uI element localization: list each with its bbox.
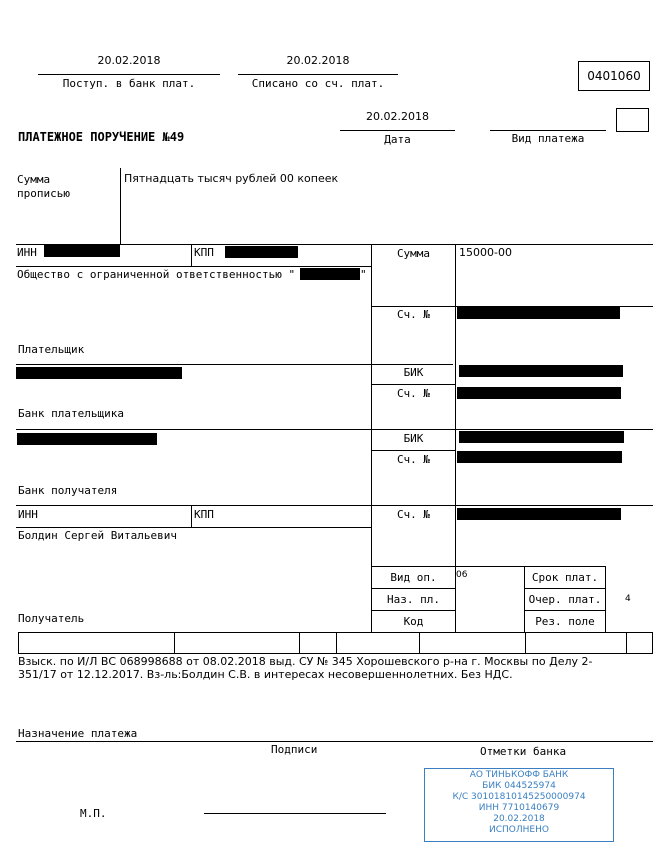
- divider: [652, 632, 653, 653]
- ocher-value: 4: [625, 594, 631, 604]
- label-received: Поступ. в банк плат.: [62, 77, 196, 90]
- payer-label: Плательщик: [18, 343, 85, 356]
- divider: [174, 632, 175, 653]
- redacted-kpp: [225, 246, 298, 258]
- payer-inn-label: ИНН: [17, 246, 37, 259]
- divider: [340, 130, 455, 131]
- page-title: ПЛАТЕЖНОЕ ПОРУЧЕНИЕ №49: [18, 130, 185, 144]
- divider: [238, 74, 398, 75]
- signatures-label: Подписи: [271, 743, 318, 756]
- divider: [626, 632, 627, 653]
- payer-kpp-label: КПП: [194, 246, 214, 259]
- amount-words-label-2: прописью: [17, 187, 70, 200]
- divider: [18, 632, 19, 653]
- stamp-line-5: 20.02.2018: [493, 814, 545, 824]
- divider: [605, 566, 606, 632]
- divider: [371, 610, 455, 611]
- stamp-line-3: К/С 30101810145250000974: [452, 792, 586, 802]
- redacted-payer-name: [300, 268, 360, 280]
- divider: [16, 364, 453, 365]
- payer-name-suffix: ": [360, 268, 367, 281]
- rez-label: Рез. поле: [535, 615, 595, 628]
- vid-op-label: Вид оп.: [390, 571, 437, 584]
- divider: [490, 130, 606, 131]
- divider: [16, 266, 371, 267]
- payer-bank-account-label: Сч. №: [396, 387, 431, 400]
- redacted-recipient-bik: [459, 431, 624, 443]
- label-debited: Списано со сч. плат.: [251, 77, 385, 90]
- stamp-line-1: АО ТИНЬКОФФ БАНК: [469, 770, 569, 780]
- redacted-payer-bik: [459, 365, 623, 377]
- divider: [191, 505, 192, 527]
- purpose-line-2: 351/17 от 12.12.2017. Вз-ль:Болдин С.В. в интересах несовершеннолетних. Без НДС.: [18, 668, 513, 681]
- purpose-line-1: Взыск. по И/Л ВС 068998688 от 08.02.2018 выд. СУ № 345 Хорошевского р-на г. Москвы по Делу 2-: [18, 655, 593, 668]
- stamp-line-2: БИК 044525974: [482, 781, 556, 791]
- date-received: 20.02.2018: [97, 54, 161, 67]
- divider: [524, 588, 605, 589]
- vid-op-value: 06: [456, 570, 468, 580]
- label-date: Дата: [384, 133, 411, 146]
- recipient-account-label: Сч. №: [396, 508, 431, 521]
- divider: [371, 384, 455, 385]
- form-code: 0401060: [578, 61, 650, 91]
- payment-type-box: [616, 108, 649, 132]
- divider: [16, 429, 653, 430]
- redacted-payer-account: [457, 307, 620, 319]
- srok-label: Срок плат.: [531, 571, 599, 584]
- divider: [16, 527, 371, 528]
- divider: [38, 74, 220, 75]
- divider: [371, 450, 455, 451]
- sum-label: Сумма: [396, 247, 431, 260]
- signature-line: [204, 813, 386, 814]
- recipient-name: Болдин Сергей Витальевич: [18, 529, 177, 542]
- recipient-bank-account-label: Сч. №: [396, 453, 431, 466]
- redacted-recipient-bank: [17, 433, 157, 445]
- recipient-inn-label: ИНН: [18, 508, 38, 521]
- redacted-inn: [44, 245, 120, 257]
- redacted-recipient-account: [457, 508, 621, 520]
- payer-bank-label: Банк плательщика: [18, 407, 124, 420]
- payer-name-prefix: Общество с ограниченной ответственностью ": [17, 268, 296, 281]
- divider: [16, 505, 653, 506]
- divider: [524, 610, 605, 611]
- payer-bik-label: БИК: [403, 366, 424, 379]
- divider: [120, 168, 121, 244]
- recipient-label: Получатель: [18, 612, 85, 625]
- redacted-recipient-bank-account: [457, 451, 622, 463]
- redacted-payer-bank: [16, 367, 182, 379]
- purpose-label: Назначение платежа: [18, 727, 138, 740]
- payer-account-label: Сч. №: [396, 308, 431, 321]
- amount-words-label-1: Сумма: [17, 173, 51, 186]
- divider: [525, 632, 526, 653]
- naz-label: Наз. пл.: [387, 593, 440, 606]
- recipient-bik-label: БИК: [403, 432, 424, 445]
- divider: [18, 653, 653, 654]
- mp-label: М.П.: [80, 807, 107, 820]
- document-date: 20.02.2018: [366, 110, 429, 123]
- amount-words-value: Пятнадцать тысяч рублей 00 копеек: [124, 172, 339, 185]
- recipient-bank-label: Банк получателя: [18, 484, 118, 497]
- stamp-line-4: ИНН 7710140679: [478, 803, 560, 813]
- divider: [419, 632, 420, 653]
- kod-label: Код: [403, 615, 424, 628]
- divider: [336, 632, 337, 653]
- redacted-payer-bank-account: [457, 387, 621, 399]
- divider: [16, 741, 653, 742]
- divider: [191, 244, 192, 266]
- ocher-label: Очер. плат.: [528, 593, 602, 606]
- sum-value: 15000-00: [459, 246, 512, 259]
- label-payment-type: Вид платежа: [511, 132, 585, 145]
- divider: [299, 632, 300, 653]
- bank-stamp: [424, 768, 614, 842]
- date-debited: 20.02.2018: [286, 54, 350, 67]
- recipient-kpp-label: КПП: [194, 508, 214, 521]
- bank-marks-label: Отметки банка: [480, 745, 567, 758]
- divider: [371, 566, 605, 567]
- divider: [371, 588, 455, 589]
- stamp-line-6: ИСПОЛНЕНО: [489, 825, 549, 835]
